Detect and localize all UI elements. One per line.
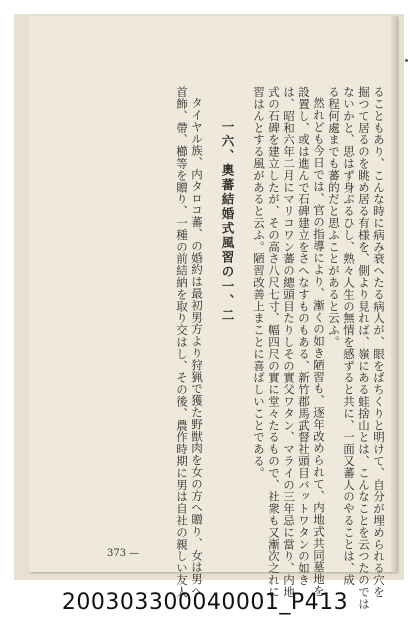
text-column-1: ることもあり、こんな時に病み衰へたる病人が、眼をぱちくりと明けて、自分が埋められる穴を (372, 86, 386, 598)
page-edge (391, 16, 397, 572)
column-spacer (205, 86, 219, 546)
text-column-8: 式の石碑を建立したが、その高さ八尺七寸、幅四尺の實に堂々たるもので、社衆も又漸次之れに (267, 86, 281, 598)
text-column-9: 習はんとする風があると云ふ。陋習改善上まことに喜ばしいことである。 (252, 86, 266, 479)
text-column-6: 設置し、或は進んで石碑建立をさへなすものもある、新竹郡馬武督社頭目バットワタンの如き (297, 86, 311, 586)
text-column-2: 掘つて居るのを眺め居る有様を、側より見れば、嶺にある蛙捨山とは、こんなことを云つたのでは (357, 86, 371, 610)
text-column-7: は、昭和六年二月にマリコワン蕃の總頭目たりしその實父ワタン、マライの三年忌に當り、内地 (282, 86, 296, 598)
text-column-13: タイヤル族、内タロコ蕃、の婚約は最初男方より狩猟で獲た野獣肉を女の方へ贈り、女は男へ (190, 97, 204, 597)
text-column-14: 首飾、帶、櫛等を贈り、一種の前結納を取り交はし、その後、農作時期に男は自社の親しい友人 (175, 86, 189, 598)
page-number: 373 — (107, 548, 140, 559)
text-column-4: る程何處までも蕃的だと思ふことがあると云ふ。 (327, 86, 341, 348)
column-spacer (236, 86, 250, 546)
text-column-3: ないかと、思はず身ぶるひし、熟々人生の無情を感ずると共に、一面又蕃人のやることは、成 (342, 86, 356, 586)
section-heading: 一六、奧蕃結婚式風習の一、二 (220, 120, 235, 323)
image-caption: 200303300040001_P413 (61, 590, 349, 615)
page-mark (405, 59, 408, 62)
text-column-5: 然れども今日では、官の指導により、漸くの如き陋習も、逐年改められて、内地式共同墓地を (312, 97, 326, 597)
